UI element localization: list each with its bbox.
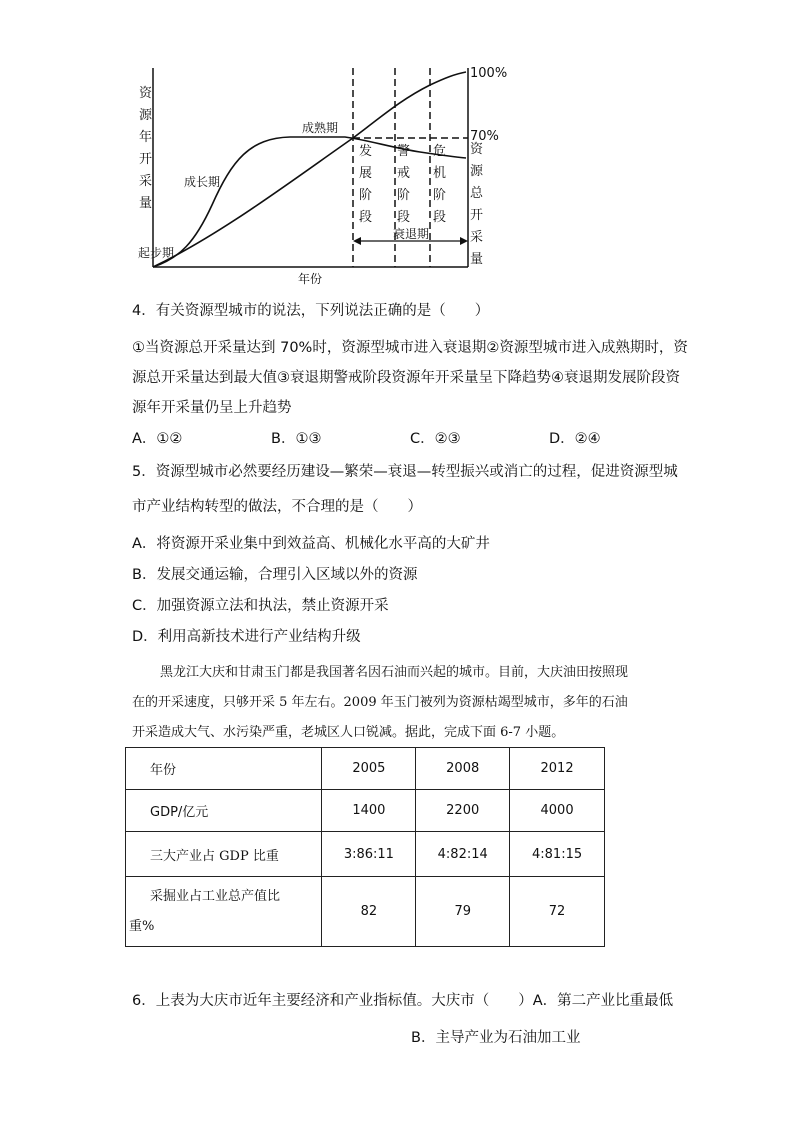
sub-stage-warning (397, 143, 410, 225)
table-cell: 79 (416, 877, 510, 947)
q4-option-a[interactable]: A．①② (132, 431, 183, 447)
right-label-char-6: 量 (470, 252, 484, 267)
left-label-char-6: 量 (139, 196, 153, 211)
right-label-char-2: 源 (470, 164, 484, 179)
table-cell: 1400 (322, 790, 416, 832)
left-label-char-2: 源 (139, 108, 153, 123)
tick-100-percent: 100% (470, 66, 508, 81)
table-row (126, 748, 605, 790)
decline-arrow-left-head (353, 237, 361, 245)
stage-mature: 成熟期 (302, 121, 339, 135)
right-label-char-1: 资 (470, 142, 484, 157)
stage-growth: 成长期 (184, 175, 221, 189)
q6-stem: 6．上表为大庆市近年主要经济和产业指标值。大庆市（ ）A．第二产业比重最低 (132, 993, 674, 1009)
passage-line-2: 在的开采速度，只够开采 5 年左右。2009 年玉门被列为资源枯竭型城市，多年的石油 (132, 695, 628, 710)
left-label-char-1: 资 (139, 86, 153, 101)
left-axis-label (139, 85, 153, 211)
q4-option-b[interactable]: B．①③ (271, 431, 322, 447)
x-axis-label: 年份 (298, 272, 323, 286)
svg-text:警: 警 (397, 144, 411, 159)
left-label-char-3: 年 (139, 130, 153, 145)
sub-stage-crisis (433, 144, 446, 225)
svg-text:阶: 阶 (397, 188, 411, 203)
q4-option-c[interactable]: C．②③ (410, 431, 461, 447)
q5-stem-line-2: 市产业结构转型的做法，不合理的是（ ） (132, 499, 422, 515)
svg-text:阶: 阶 (433, 188, 447, 203)
table-header-col: 2005 (322, 748, 416, 790)
q4-body-line-2: 源总开采量达到最大值③衰退期警戒阶段资源年开采量呈下降趋势④衰退期发展阶段资 (132, 370, 680, 386)
resource-city-chart (0, 0, 794, 300)
decline-arrow-right-head (460, 237, 468, 245)
q4-body-line-3: 源年开采量仍呈上升趋势 (132, 400, 292, 416)
table-cell-label: 三大产业占 GDP 比重 (126, 832, 322, 877)
stage-decline: 衰退期 (393, 227, 430, 241)
sub-stage-development (359, 144, 372, 225)
table-cell: 72 (510, 877, 605, 947)
svg-text:阶: 阶 (359, 188, 373, 203)
svg-text:段: 段 (397, 210, 411, 225)
right-axis-label (470, 141, 484, 267)
table-cell-label: GDP/亿元 (126, 790, 322, 832)
table-header-col: 2008 (416, 748, 510, 790)
stage-start: 起步期 (138, 246, 175, 260)
q4-option-d[interactable]: D．②④ (549, 431, 601, 447)
table-row (126, 877, 605, 947)
q5-option-c[interactable]: C．加强资源立法和执法，禁止资源开采 (132, 598, 389, 614)
tick-70-percent: 70% (470, 129, 499, 144)
right-label-char-5: 采 (470, 230, 484, 245)
table-header-col: 2012 (510, 748, 605, 790)
svg-text:段: 段 (359, 210, 373, 225)
table-cell-label-line-2: 重% (129, 918, 155, 934)
annual-extraction-curve (153, 137, 466, 267)
table-cell: 82 (322, 877, 416, 947)
svg-text:段: 段 (433, 210, 447, 225)
svg-text:展: 展 (359, 166, 373, 181)
q5-option-d[interactable]: D．利用高新技术进行产业结构升级 (132, 629, 361, 645)
svg-text:发: 发 (359, 144, 373, 159)
table-row (126, 790, 605, 832)
q5-option-a[interactable]: A．将资源开采业集中到效益高、机械化水平高的大矿井 (132, 536, 490, 552)
passage-line-1: 黑龙江大庆和甘肃玉门都是我国著名因石油而兴起的城市。目前，大庆油田按照现 (160, 665, 629, 680)
q6-option-b[interactable]: B．主导产业为石油加工业 (411, 1030, 581, 1046)
table-cell: 4:81:15 (510, 832, 605, 877)
q5-stem-line-1: 5．资源型城市必然要经历建设—繁荣—衰退—转型振兴或消亡的过程，促进资源型城 (132, 464, 678, 480)
table-cell: 2200 (416, 790, 510, 832)
table-cell-label-line-1: 采掘业占工业总产值比 (150, 888, 281, 904)
table-header-year: 年份 (126, 748, 322, 790)
right-label-char-3: 总 (470, 186, 484, 201)
passage-line-3: 开采造成大气、水污染严重，老城区人口锐减。据此，完成下面 6-7 小题。 (132, 725, 565, 740)
indicator-table (125, 747, 605, 947)
svg-text:危: 危 (433, 144, 447, 159)
svg-text:戒: 戒 (397, 166, 411, 181)
table-cell: 3:86:11 (322, 832, 416, 877)
q4-stem: 4．有关资源型城市的说法，下列说法正确的是（ ） (132, 303, 490, 319)
right-label-char-4: 开 (470, 208, 484, 223)
table-cell-label (126, 877, 322, 947)
table-row (126, 832, 605, 877)
table-cell: 4000 (510, 790, 605, 832)
q5-option-b[interactable]: B．发展交通运输，合理引入区域以外的资源 (132, 567, 418, 583)
left-label-char-5: 采 (139, 174, 153, 189)
q4-body-line-1: ①当资源总开采量达到 70%时，资源型城市进入衰退期②资源型城市进入成熟期时，资 (132, 340, 688, 356)
left-label-char-4: 开 (139, 152, 153, 167)
svg-text:机: 机 (433, 166, 447, 181)
table-cell: 4:82:14 (416, 832, 510, 877)
